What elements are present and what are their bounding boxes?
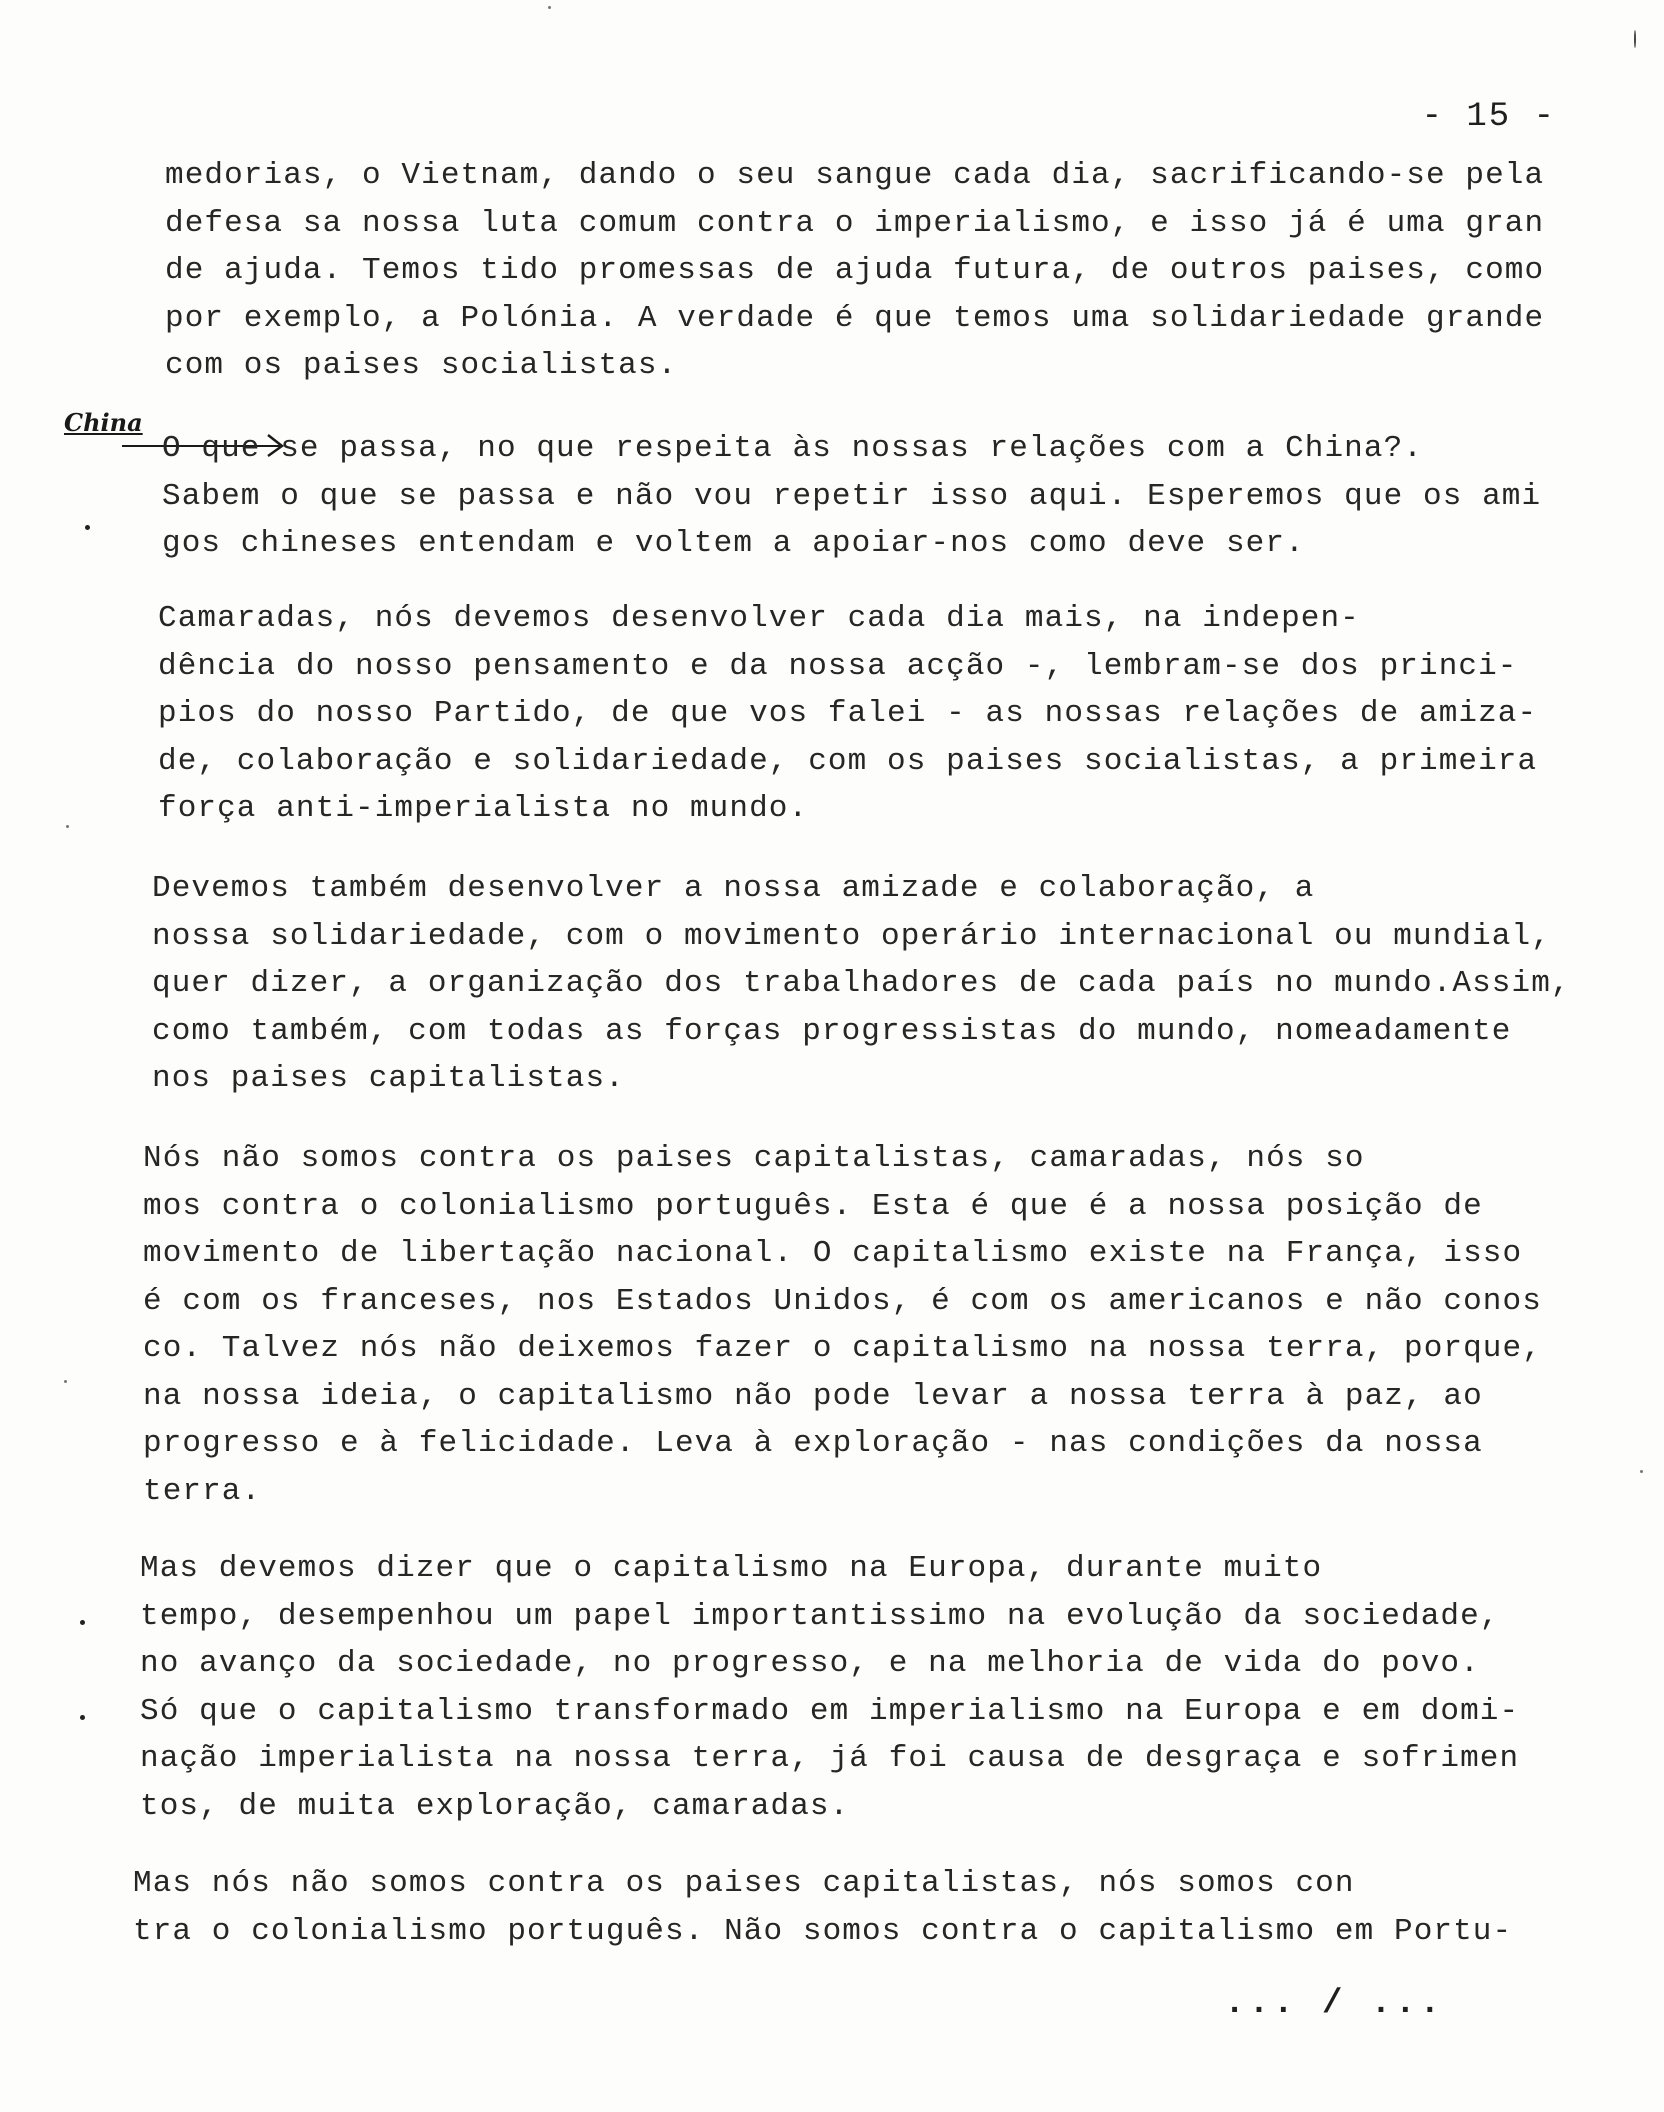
text-line: força anti-imperialista no mundo.: [158, 791, 809, 826]
text-line: com os paises socialistas.: [165, 348, 678, 383]
text-line: tra o colonialismo português. Não somos contra o capitalismo em Portu-: [133, 1913, 1513, 1949]
text-line: tempo, desempenhou um papel importantissimo na evolução da sociedade,: [140, 1598, 1500, 1634]
text-line: pios do nosso Partido, de que vos falei - as nossas relações de amiza-: [158, 696, 1538, 731]
text-line: mos contra o colonialismo português. Esta é que é a nossa posição de: [143, 1188, 1483, 1224]
margin-note-handwritten: China: [64, 408, 143, 437]
text-line: como também, com todas as forças progressistas do mundo, nomeadamente: [152, 1013, 1512, 1049]
scan-speck: [1634, 30, 1636, 48]
text-line: na nossa ideia, o capitalismo não pode levar a nossa terra à paz, ao: [143, 1378, 1483, 1414]
paragraph-4: [152, 865, 1571, 1103]
text-line: Mas devemos dizer que o capitalismo na Europa, durante muito: [140, 1551, 1323, 1586]
paragraph-6: [140, 1545, 1519, 1830]
paragraph-7: [133, 1860, 1512, 1955]
text-line: gos chineses entendam e voltem a apoiar-nos como deve ser.: [162, 526, 1305, 561]
text-line: medorias, o Vietnam, dando o seu sangue cada dia, sacrificando-se pela: [165, 158, 1545, 193]
text-line: de, colaboração e solidariedade, com os paises socialistas, a primeira: [158, 743, 1538, 779]
text-line: no avanço da sociedade, no progresso, e na melhoria de vida do povo.: [140, 1646, 1480, 1681]
text-line: Nós não somos contra os paises capitalistas, camaradas, nós so: [143, 1141, 1365, 1176]
paragraph-3: [158, 595, 1537, 833]
text-line: Mas nós não somos contra os paises capitalistas, nós somos con: [133, 1866, 1355, 1901]
paragraph-1: [165, 152, 1544, 390]
scan-speck: [1640, 1470, 1643, 1473]
text-line: Sabem o que se passa e não vou repetir isso aqui. Esperemos que os ami: [162, 478, 1542, 514]
text-line: dência do nosso pensamento e da nossa acção -, lembram-se dos princi-: [158, 648, 1518, 684]
text-line: tos, de muita exploração, camaradas.: [140, 1788, 850, 1824]
text-line: nos paises capitalistas.: [152, 1061, 625, 1096]
text-line: quer dizer, a organização dos trabalhadores de cada país no mundo.Assim,: [152, 966, 1571, 1001]
scan-speck: [548, 6, 551, 9]
text-line: O que se passa, no que respeita às nossas relações com a China?.: [162, 431, 1423, 466]
text-line: Camaradas, nós devemos desenvolver cada dia mais, na indepen-: [158, 601, 1360, 636]
page-number: - 15 -: [1421, 98, 1556, 136]
text-line: defesa sa nossa luta comum contra o imperialismo, e isso já é uma gran: [165, 205, 1545, 241]
text-line: Devemos também desenvolver a nossa amizade e colaboração, a: [152, 871, 1315, 906]
text-line: nação imperialista na nossa terra, já foi causa de desgraça e sofrimen: [140, 1741, 1520, 1776]
text-line: é com os franceses, nos Estados Unidos, é com os americanos e não conos: [143, 1283, 1542, 1319]
margin-dot: [80, 1715, 85, 1720]
paragraph-2: [162, 425, 1541, 568]
text-line: nossa solidariedade, com o movimento operário internacional ou mundial,: [152, 918, 1551, 954]
margin-dot: [85, 525, 90, 530]
continuation-marker: ... / ...: [1224, 1985, 1444, 2023]
text-line: Só que o capitalismo transformado em imperialismo na Europa e em domi-: [140, 1693, 1520, 1729]
text-line: por exemplo, a Polónia. A verdade é que temos uma solidariedade grande: [165, 300, 1545, 336]
text-line: terra.: [143, 1473, 262, 1509]
margin-dot: [80, 1620, 85, 1625]
text-line: movimento de libertação nacional. O capitalismo existe na França, isso: [143, 1236, 1523, 1271]
paragraph-5: [143, 1135, 1542, 1515]
scan-speck: [66, 825, 69, 828]
text-line: de ajuda. Temos tido promessas de ajuda futura, de outros paises, como: [165, 253, 1545, 288]
text-line: progresso e à felicidade. Leva à exploração - nas condições da nossa: [143, 1426, 1483, 1461]
text-line: co. Talvez nós não deixemos fazer o capitalismo na nossa terra, porque,: [143, 1331, 1542, 1366]
scan-speck: [64, 1380, 67, 1383]
